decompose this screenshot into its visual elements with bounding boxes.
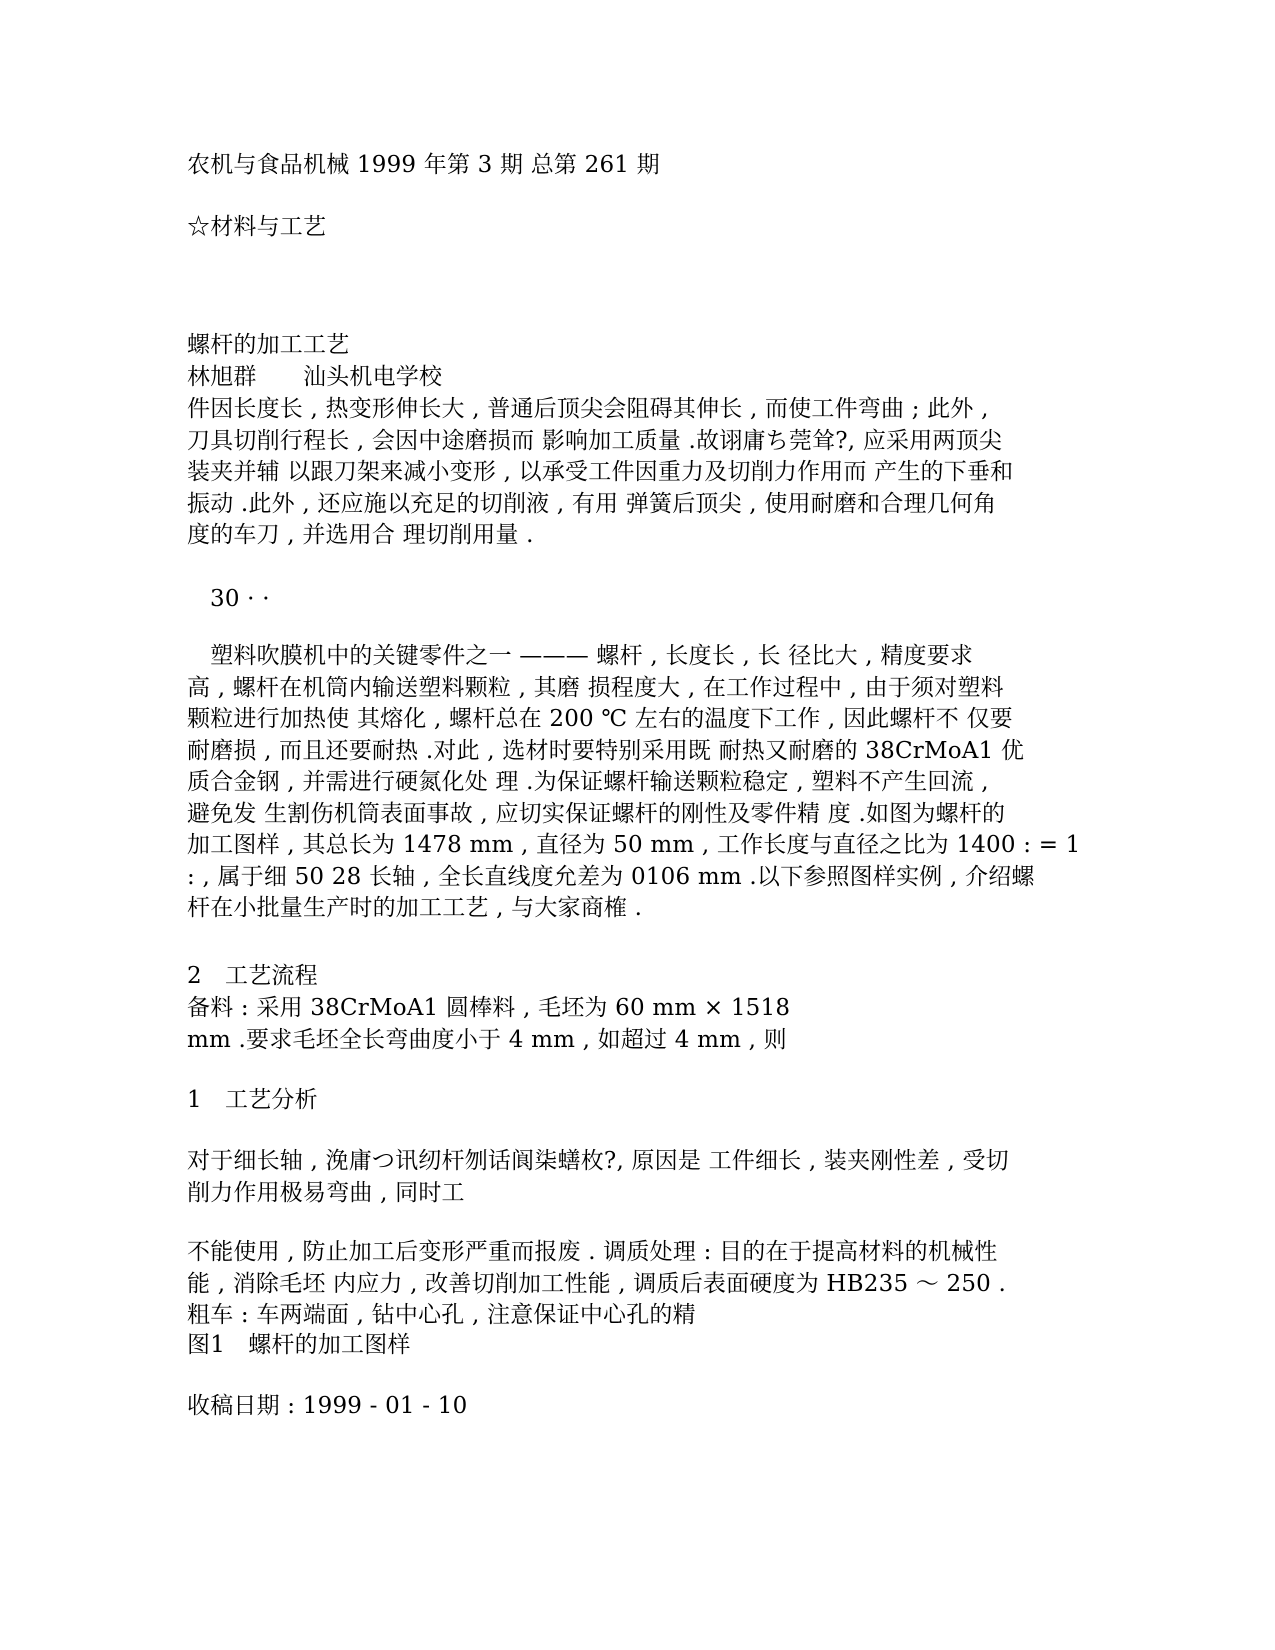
article-title: 螺杆的加工工艺 — [187, 332, 350, 358]
section-2-title: 2 工艺流程 — [187, 963, 318, 989]
section-1-text: 对于细长轴 , 浼庸つ讯纫杆刎话阆柒蟮枚?, 原因是 工件细长 , 装夹刚性差 , 受切 削力作用极易弯曲 , 同时工 — [187, 1148, 1009, 1206]
paragraph-1: 件因长度长 , 热变形伸长大 , 普通后顶尖会阻碍其伸长 , 而使工件弯曲 ; 此外 , 刀具切削行程长 , 会因中途磨损而 影响加工质量 .故诩庸ち莞耸?, 应采用两顶尖 装夹并辅 以跟刀架来减小变形 , 以承受工件因重力及切削力作用而 产生的下垂和 振动 .此外 , 还应施以充足的切削液 , 有用 弹簧后顶尖 , 使用耐磨和合理几何角 度的车刀 , 并选用合 理切削用量 . — [187, 396, 1014, 548]
figure-caption: 图1 螺杆的加工图样 — [187, 1332, 411, 1358]
page-number: 30 · · — [210, 586, 270, 612]
section-3-text: 不能使用 , 防止加工后变形严重而报废 . 调质处理 : 目的在于提高材料的机械性 能 , 消除毛坯 内应力 , 改善切削加工性能 , 调质后表面硬度为 HB235 ～ 250 . 粗车 : 车两端面 , 钻中心孔 , 注意保证中心孔的精 — [187, 1239, 1007, 1328]
section-2-text: 备料 : 采用 38CrMoA1 圆棒料 , 毛坯为 60 mm × 1518 mm .要求毛坯全长弯曲度小于 4 mm , 如超过 4 mm , 则 — [187, 995, 791, 1053]
received-date: 收稿日期 : 1999 - 01 - 10 — [187, 1393, 468, 1419]
paragraph-2: 塑料吹膜机中的关键零件之一 ——— 螺杆 , 长度长 , 长 径比大 , 精度要求 高 , 螺杆在机筒内输送塑料颗粒 , 其磨 损程度大 , 在工作过程中 , 由于须对塑料 颗粒进行加热使 其熔化 , 螺杆总在 200 ℃ 左右的温度下工作 , 因此螺杆不 仅要 耐磨损 , 而且还要耐热 .对此 , 选材时要特别采用既 耐热又耐磨的 38CrMoA1 优 质合金钢 , 并需进行硬氮化处 理 .为保证螺杆输送颗粒稳定 , 塑料不产生回流 , 避免发 生割伤机筒表面事故 , 应切实保证螺杆的刚性及零件精 度 .如图为螺杆的 加工图样 , 其总长为 1478 mm , 直径为 50 mm , 工作长度与直径之比为 1400 : = 1 : , 属于细 50 28 长轴 , 全长直线度允差为 0106 mm .以下参照图样实例 , 介绍螺 杆在小批量生产时的加工工艺 , 与大家商榷 . — [187, 643, 1081, 921]
journal-header: 农机与食品机械 1999 年第 3 期 总第 261 期 — [187, 152, 660, 178]
section-1-title: 1 工艺分析 — [187, 1087, 318, 1113]
author-line: 林旭群 汕头机电学校 — [187, 364, 443, 390]
section-label: ☆材料与工艺 — [187, 214, 327, 240]
